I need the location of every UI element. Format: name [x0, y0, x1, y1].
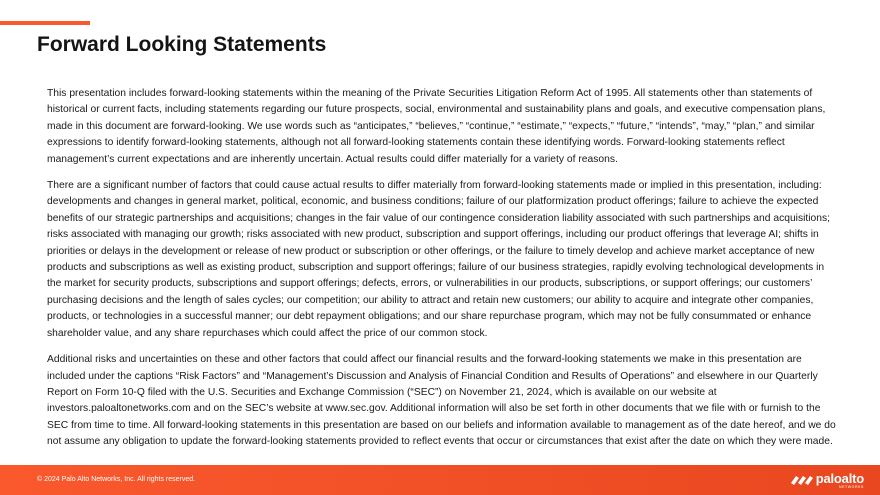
- statement-body: [47, 86, 837, 461]
- company-logo: [789, 470, 864, 490]
- paragraph-additional-risks: Additional risks and uncertainties on these and other factors that could affect our financial results and the forward-looking statements we make in this presentation are included under the captions “Risk Factors” and “Management’s Discussion and Analysis of Financial Condition and Results of Operations” and elsewhere in our Quarterly Report on Form 10-Q filed with the U.S. Securities and Exchange Commission (“SEC”) on November 21, 2024, which is available on our website at investors.paloaltonetworks.com and on the SEC’s website at www.sec.gov. Additional information will also be set forth in other documents that we file with or furnish to the SEC from time to time. All forward-looking statements in this presentation are based on our beliefs and information available to management as of the date hereof, and we do not assume any obligation to update the forward-looking statements provided to reflect events that occur or circumstances that exist after the date on which they were made.: [47, 354, 836, 448]
- footer-bar: [0, 465, 880, 495]
- paragraph-risk-factors: There are a significant number of factors that could cause actual results to differ materially from forward-looking statements made or implied in this presentation, including: developments and changes in general market, political, economic, and business conditions; failure of our platformization product offerings; failure to achieve the expected benefits of our strategic partnerships and acquisitions; changes in the fair value of our contingence consideration liability associated with such partnerships and acquisitions; risks associated with managing our growth; risks associated with new product, subscription and support offerings, including our product offerings that leverage AI; shifts in priorities or delays in the development or release of new product or subscription or other offerings, or the failure to timely develop and achieve market acceptance of new products and subscriptions as well as existing product, subscription and support offerings; failure of our business strategies, rapidly evolving technological developments in the market for security products, subscriptions and support offerings; defects, errors, or vulnerabilities in our products, subscriptions, or support offerings; our customers’ purchasing decisions and the length of sales cycles; our competition; our ability to attract and retain new customers; our ability to acquire and integrate other companies, products, or technologies in a successful manner; our debt repayment obligations; and our share repurchase program, which may not be fully consummated or enhance shareholder value, and any share repurchases which could affect the price of our common stock.: [47, 180, 831, 339]
- title-accent-bar: [0, 21, 90, 25]
- page-title: Forward Looking Statements: [37, 33, 327, 56]
- palo-alto-logo-icon: [789, 473, 813, 487]
- logo-subtext: NETWORKS: [838, 484, 864, 489]
- paragraph-intro: This presentation includes forward-looking statements within the meaning of the Private Securities Litigation Reform Act of 1995. All statements other than statements of historical or current facts, including statements regarding our future prospects, social, environmental and sustainability plans and goals, and executive compensation plans, made in this document are forward-looking. We use words such as “anticipates,” “believes,” “continue,” “estimate,” “expects,” “future,” “intends”, “may,” “plan,” and similar expressions to identify forward-looking statements, although not all forward-looking statements contain these identifying words. Forward-looking statements reflect management’s current expectations and are inherently uncertain. Actual results could differ materially for a variety of reasons.: [47, 88, 826, 165]
- copyright-text: © 2024 Palo Alto Networks, Inc. All rights reserved.: [37, 476, 196, 483]
- logo-wordmark: paloalto: [815, 470, 864, 486]
